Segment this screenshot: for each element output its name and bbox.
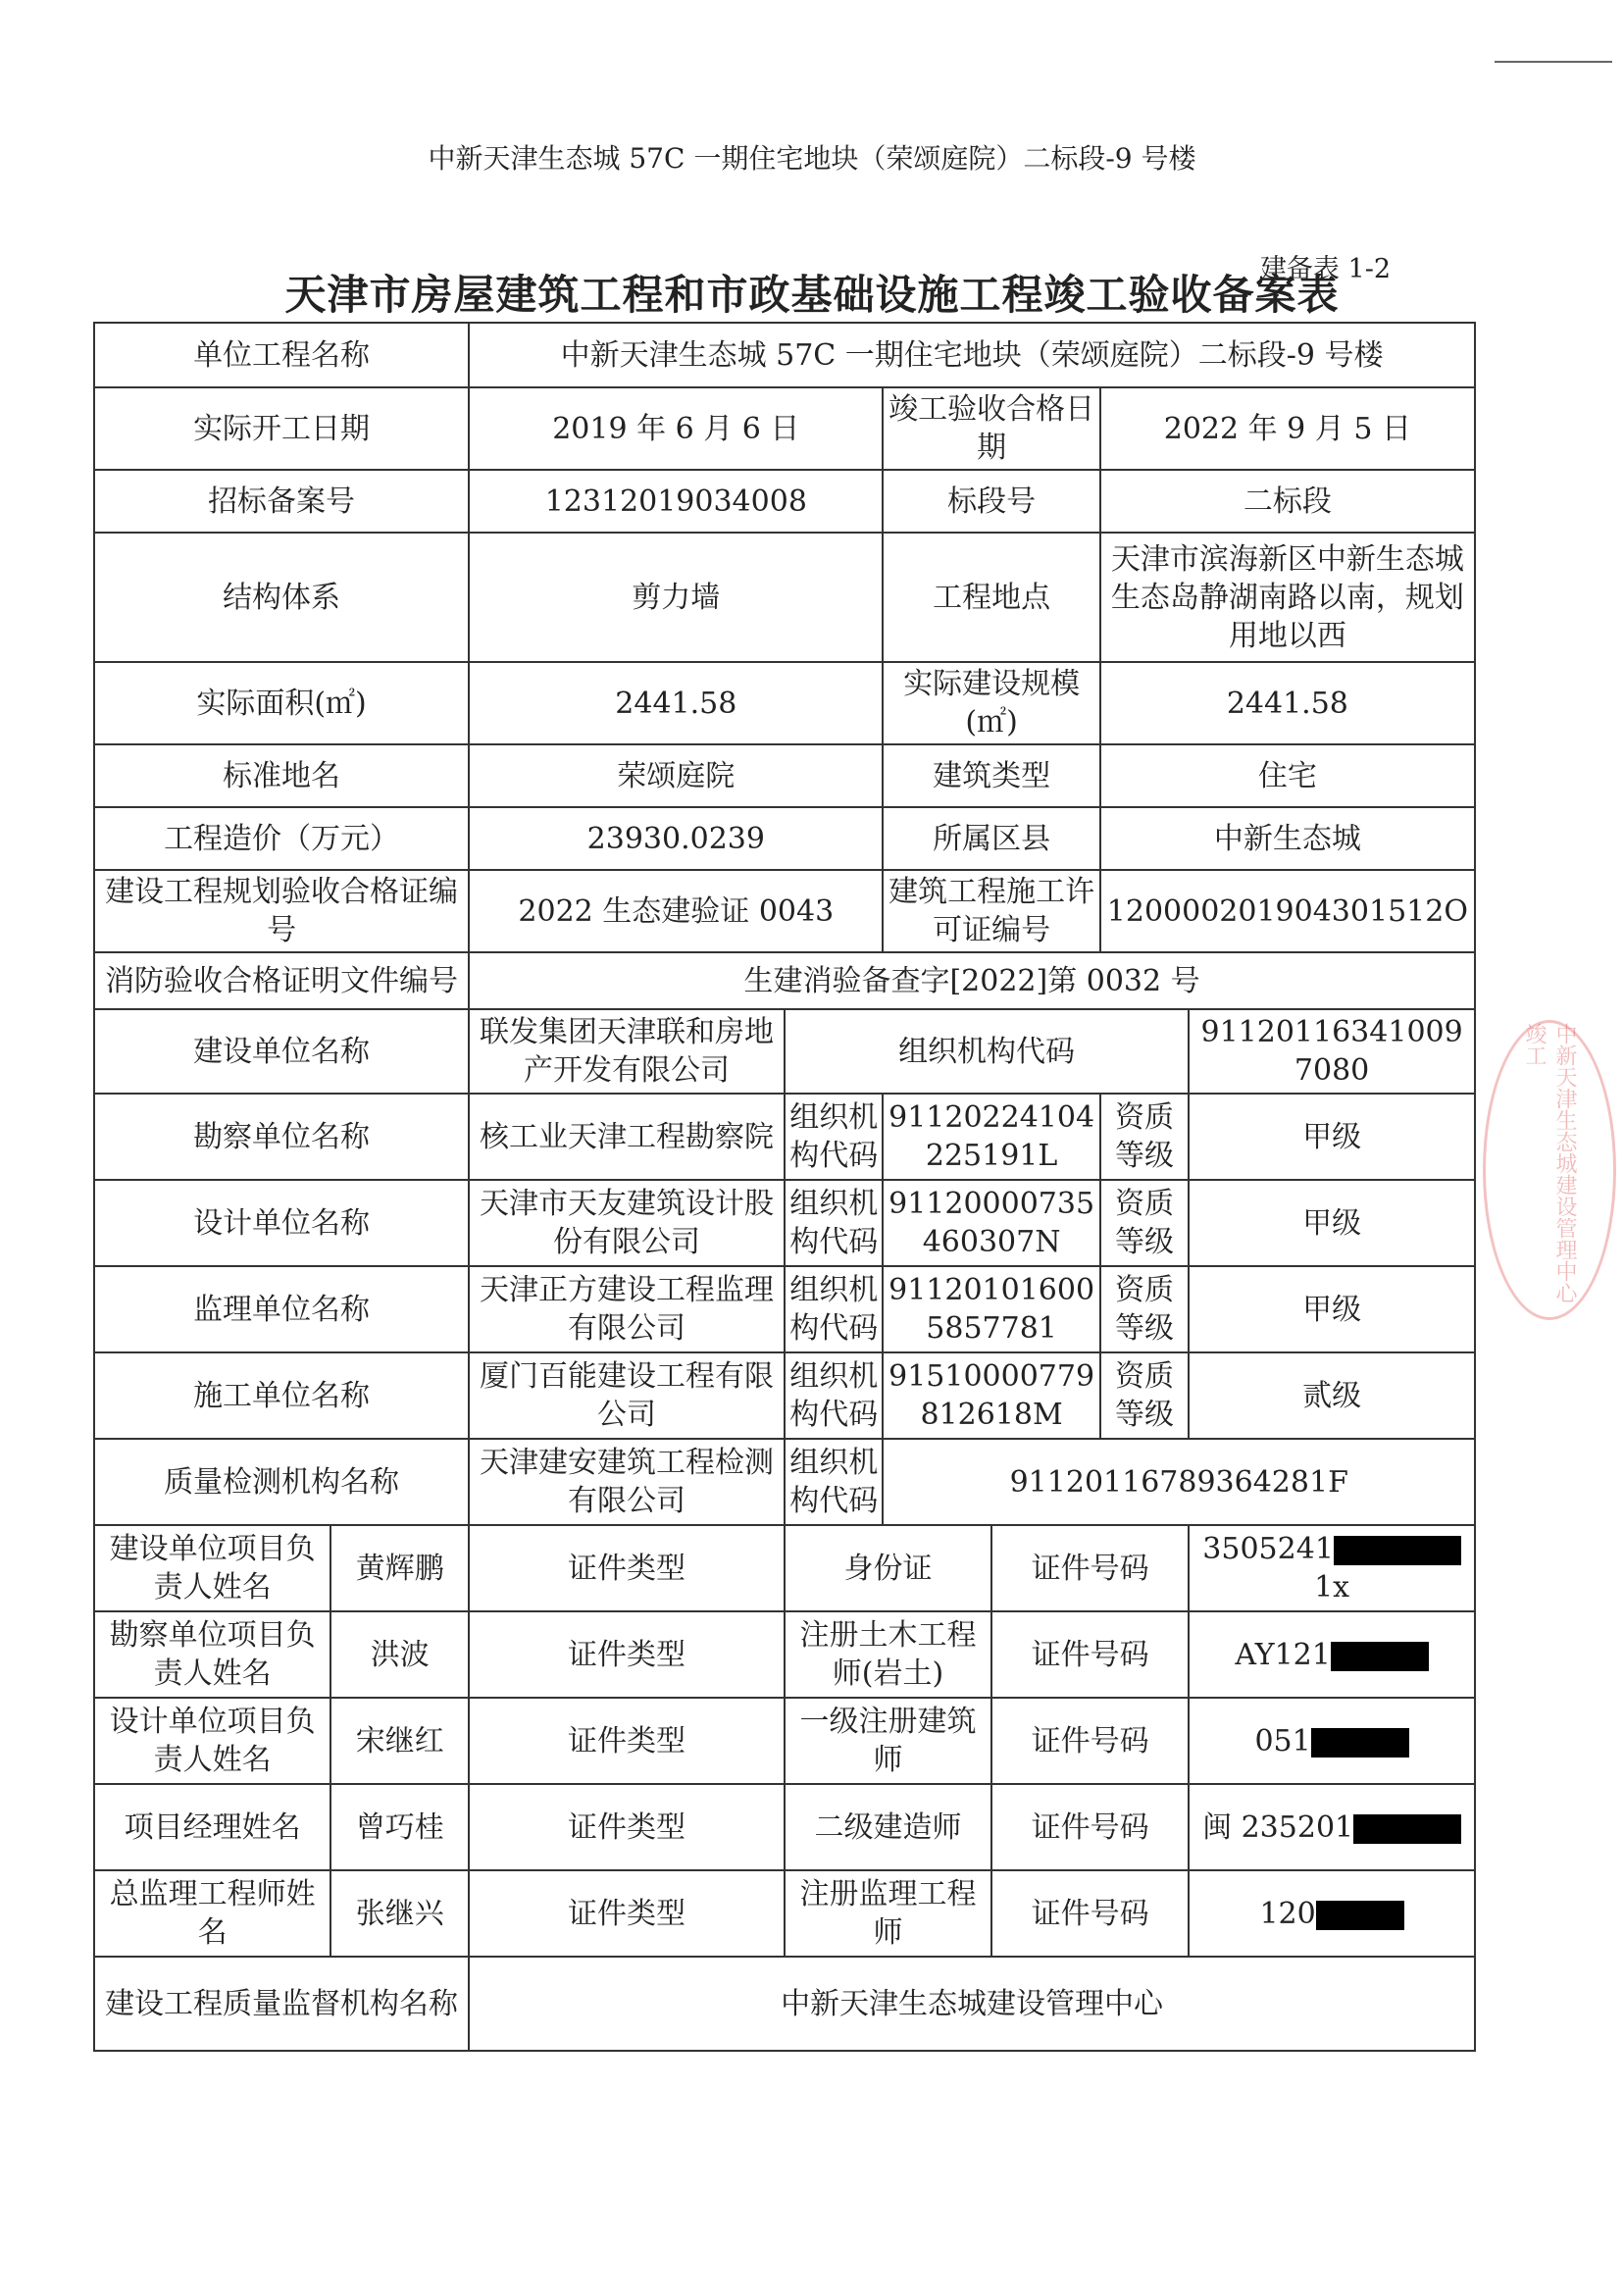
id-no-prefix: 051 <box>1254 1723 1311 1758</box>
unit-code: 911201016005857781 <box>883 1266 1099 1352</box>
unit-name: 天津正方建设工程监理有限公司 <box>469 1266 785 1352</box>
unit-name: 天津建安建筑工程检测有限公司 <box>469 1439 785 1525</box>
start-date-value: 2019 年 6 月 6 日 <box>469 387 883 470</box>
planning-cert-label: 建设工程规划验收合格证编号 <box>94 870 469 952</box>
person-id-type-label: 证件类型 <box>469 1698 785 1784</box>
unit-code-label: 组织机构代码 <box>785 1266 884 1352</box>
std-name-label: 标准地名 <box>94 744 469 807</box>
page-header: 中新天津生态城 57C 一期住宅地块（荣颂庭院）二标段-9 号楼 <box>428 142 1196 175</box>
district-label: 所属区县 <box>883 807 1099 870</box>
person-id-type-label: 证件类型 <box>469 1784 785 1870</box>
unit-name: 厦门百能建设工程有限公司 <box>469 1352 785 1439</box>
id-no-prefix: 3505241 <box>1202 1532 1334 1566</box>
acceptance-record-table <box>93 322 1476 2052</box>
table-row <box>94 744 1475 807</box>
unit-code: 91120224104225191L <box>883 1094 1099 1180</box>
permit-no-label: 建筑工程施工许可证编号 <box>883 870 1099 952</box>
redaction-block <box>1353 1814 1461 1844</box>
fire-cert-value: 生建消验备查字[2022]第 0032 号 <box>469 952 1475 1009</box>
person-id-type: 一级注册建筑师 <box>785 1698 991 1784</box>
tender-no-value: 12312019034008 <box>469 470 883 533</box>
unit-code: 91510000779812618M <box>883 1352 1099 1439</box>
cost-label: 工程造价（万元） <box>94 807 469 870</box>
person-id-no-label: 证件号码 <box>991 1611 1189 1698</box>
person-name: 黄辉鹏 <box>330 1525 469 1611</box>
redaction-block <box>1331 1642 1429 1671</box>
person-role: 建设单位项目负责人姓名 <box>94 1525 330 1611</box>
table-row <box>94 533 1475 662</box>
location-label: 工程地点 <box>883 533 1099 662</box>
person-id-no-label: 证件号码 <box>991 1525 1189 1611</box>
unit-code-label: 组织机构代码 <box>785 1439 884 1525</box>
table-row <box>94 1352 1475 1439</box>
unit-qual-label: 资质等级 <box>1100 1094 1190 1180</box>
unit-code-label: 组织机构代码 <box>785 1009 1189 1094</box>
table-row <box>94 1094 1475 1180</box>
acceptance-date-value: 2022 年 9 月 5 日 <box>1100 387 1475 470</box>
supervision-value: 中新天津生态城建设管理中心 <box>469 1957 1475 2051</box>
unit-code-label: 组织机构代码 <box>785 1094 884 1180</box>
id-no-suffix: 1x <box>1314 1570 1350 1605</box>
person-role: 勘察单位项目负责人姓名 <box>94 1611 330 1698</box>
table-row <box>94 952 1475 1009</box>
supervision-label: 建设工程质量监督机构名称 <box>94 1957 469 2051</box>
person-id-type: 身份证 <box>785 1525 991 1611</box>
person-id-type-label: 证件类型 <box>469 1611 785 1698</box>
acceptance-date-label: 竣工验收合格日期 <box>883 387 1099 470</box>
unit-name: 天津市天友建筑设计股份有限公司 <box>469 1180 785 1266</box>
person-name: 宋继红 <box>330 1698 469 1784</box>
unit-qual-label: 资质等级 <box>1100 1266 1190 1352</box>
building-type-value: 住宅 <box>1100 744 1475 807</box>
table-row <box>94 1525 1475 1611</box>
redaction-block <box>1311 1728 1409 1758</box>
unit-name: 核工业天津工程勘察院 <box>469 1094 785 1180</box>
person-id-type-label: 证件类型 <box>469 1525 785 1611</box>
unit-qual: 甲级 <box>1189 1266 1475 1352</box>
person-role: 设计单位项目负责人姓名 <box>94 1698 330 1784</box>
unit-label: 质量检测机构名称 <box>94 1439 469 1525</box>
person-id-no <box>1189 1870 1475 1957</box>
building-type-label: 建筑类型 <box>883 744 1099 807</box>
section-no-value: 二标段 <box>1100 470 1475 533</box>
unit-label: 设计单位名称 <box>94 1180 469 1266</box>
cost-value: 23930.0239 <box>469 807 883 870</box>
person-id-no-label: 证件号码 <box>991 1698 1189 1784</box>
person-name: 曾巧桂 <box>330 1784 469 1870</box>
table-row <box>94 1266 1475 1352</box>
person-role: 项目经理姓名 <box>94 1784 330 1870</box>
person-id-type: 注册土木工程师(岩土) <box>785 1611 991 1698</box>
table-row <box>94 1180 1475 1266</box>
id-no-prefix: 120 <box>1259 1896 1316 1931</box>
table-row <box>94 1957 1475 2051</box>
id-no-prefix: 闽 235201 <box>1202 1809 1354 1845</box>
table-row <box>94 807 1475 870</box>
scale-label: 实际建设规模(㎡) <box>883 662 1099 744</box>
table-row <box>94 1698 1475 1784</box>
person-id-type: 二级建造师 <box>785 1784 991 1870</box>
table-row <box>94 662 1475 744</box>
district-value: 中新生态城 <box>1100 807 1475 870</box>
person-name: 张继兴 <box>330 1870 469 1957</box>
person-id-no <box>1189 1611 1475 1698</box>
person-id-no <box>1189 1525 1475 1611</box>
project-name-label: 单位工程名称 <box>94 323 469 387</box>
fire-cert-label: 消防验收合格证明文件编号 <box>94 952 469 1009</box>
structure-value: 剪力墙 <box>469 533 883 662</box>
table-row <box>94 323 1475 387</box>
unit-code: 91120116789364281F <box>883 1439 1475 1525</box>
person-id-type-label: 证件类型 <box>469 1870 785 1957</box>
redaction-block <box>1334 1536 1461 1565</box>
scale-value: 2441.58 <box>1100 662 1475 744</box>
table-row <box>94 470 1475 533</box>
stamp-text: 中新天津生态城建设管理中心竣工 <box>1522 1023 1577 1303</box>
unit-label: 施工单位名称 <box>94 1352 469 1439</box>
scan-edge-line <box>1495 61 1612 63</box>
planning-cert-value: 2022 生态建验证 0043 <box>469 870 883 952</box>
unit-qual-label: 资质等级 <box>1100 1352 1190 1439</box>
unit-qual-label: 资质等级 <box>1100 1180 1190 1266</box>
project-name-value: 中新天津生态城 57C 一期住宅地块（荣颂庭院）二标段-9 号楼 <box>469 323 1475 387</box>
form-number: 建备表 1-2 <box>1259 254 1391 284</box>
section-no-label: 标段号 <box>883 470 1099 533</box>
permit-no-value: 120000201904301512O <box>1100 870 1475 952</box>
unit-label: 勘察单位名称 <box>94 1094 469 1180</box>
table-row <box>94 1870 1475 1957</box>
red-stamp <box>1483 1020 1616 1320</box>
unit-label: 建设单位名称 <box>94 1009 469 1094</box>
unit-code: 911201163410097080 <box>1189 1009 1475 1094</box>
unit-code: 91120000735460307N <box>883 1180 1099 1266</box>
unit-qual: 甲级 <box>1189 1180 1475 1266</box>
table-row <box>94 1439 1475 1525</box>
structure-label: 结构体系 <box>94 533 469 662</box>
unit-qual: 甲级 <box>1189 1094 1475 1180</box>
table-row <box>94 387 1475 470</box>
person-role: 总监理工程师姓名 <box>94 1870 330 1957</box>
start-date-label: 实际开工日期 <box>94 387 469 470</box>
unit-qual: 贰级 <box>1189 1352 1475 1439</box>
id-no-prefix: AY121 <box>1235 1637 1331 1672</box>
person-id-no <box>1189 1698 1475 1784</box>
unit-label: 监理单位名称 <box>94 1266 469 1352</box>
person-id-no <box>1189 1784 1475 1870</box>
redaction-block <box>1316 1901 1404 1930</box>
table-row <box>94 1784 1475 1870</box>
unit-code-label: 组织机构代码 <box>785 1352 884 1439</box>
person-id-type: 注册监理工程师 <box>785 1870 991 1957</box>
person-id-no-label: 证件号码 <box>991 1784 1189 1870</box>
table-row <box>94 1009 1475 1094</box>
table-row <box>94 1611 1475 1698</box>
area-label: 实际面积(㎡) <box>94 662 469 744</box>
form-title: 天津市房屋建筑工程和市政基础设施工程竣工验收备案表 <box>284 271 1340 319</box>
unit-code-label: 组织机构代码 <box>785 1180 884 1266</box>
location-value: 天津市滨海新区中新生态城生态岛静湖南路以南，规划用地以西 <box>1100 533 1475 662</box>
unit-name: 联发集团天津联和房地产开发有限公司 <box>469 1009 785 1094</box>
tender-no-label: 招标备案号 <box>94 470 469 533</box>
person-id-no-label: 证件号码 <box>991 1870 1189 1957</box>
table-row <box>94 870 1475 952</box>
std-name-value: 荣颂庭院 <box>469 744 883 807</box>
person-name: 洪波 <box>330 1611 469 1698</box>
area-value: 2441.58 <box>469 662 883 744</box>
